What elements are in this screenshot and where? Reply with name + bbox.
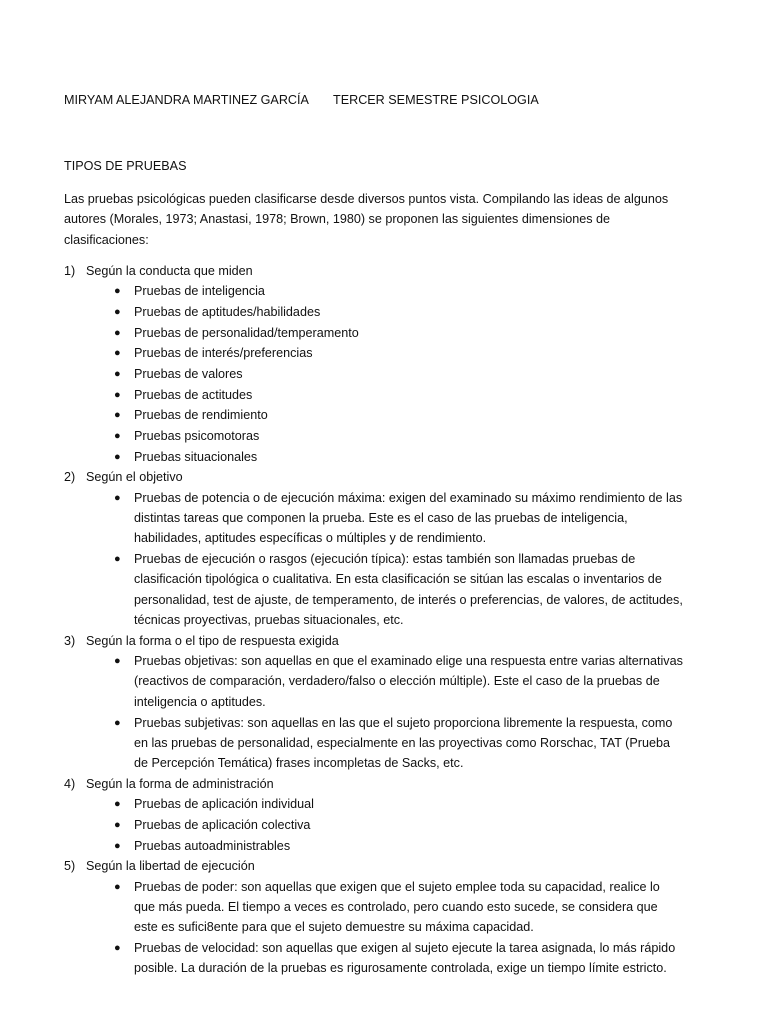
bullet-icon: ● [114, 798, 121, 811]
item-text: son aquellas en las que el sujeto proporciona libremente la respuesta, como en las pruebas de personalidad, especialmente en las proyectivas como Rorschac, TAT (Prueba de Percepción Temática) frases incompletas de Sacks, etc. [134, 715, 673, 771]
item-lead: Pruebas de ejecución o rasgos (ejecución típica): [134, 552, 410, 567]
list-item [64, 549, 684, 630]
section-heading-text: Según la forma o el tipo de respuesta exigida [86, 633, 339, 648]
item-text: Pruebas situacionales [134, 449, 258, 464]
item-text: Pruebas de velocidad: son aquellas que exigen al sujeto ejecute la tarea asignada, lo más rápido posible. La duración de la pruebas es rigurosamente controlada, exige un tiempo límite estricto. [134, 940, 676, 976]
classification-list [64, 261, 684, 979]
item-text: estas también son llamadas pruebas de clasificación tipológica o cualitativa. En esta clasificación se sitúan las escalas o inventarios de personalidad, test de ajuste, de temperamento, de interés o preferencias, de valores, de actitudes, técnicas proyectivas, pruebas situacionales, etc. [134, 552, 683, 628]
list-item [64, 343, 684, 363]
item-lead: Pruebas objetivas: [134, 654, 238, 669]
section-number: 1) [64, 264, 76, 278]
section-heading [64, 261, 684, 281]
bullet-icon: ● [114, 880, 121, 893]
section-heading-text: Según la conducta que miden [86, 264, 253, 278]
bullet-list [64, 281, 684, 467]
section-number: 3) [64, 633, 76, 648]
list-item [64, 815, 684, 835]
document-header [64, 90, 714, 110]
bullet-icon: ● [114, 941, 121, 954]
bullet-list [64, 488, 684, 631]
bullet-icon: ● [114, 326, 121, 339]
section-3 [64, 631, 684, 774]
item-lead: Pruebas subjetivas: [134, 715, 244, 730]
section-heading [64, 774, 684, 794]
item-text: exigen del examinado su máximo rendimiento de las distintas tareas que componen la prueba. Este es el caso de las pruebas de inteligencia, habilidades, aptitudes específicas o múltiples y de rendimiento. [134, 490, 683, 546]
bullet-icon: ● [114, 655, 121, 668]
list-item [64, 713, 684, 774]
item-text: Pruebas de aptitudes/habilidades [134, 304, 321, 319]
list-item [64, 281, 684, 301]
bullet-icon: ● [114, 409, 121, 422]
bullet-icon: ● [114, 388, 121, 401]
item-text: Pruebas de actitudes [134, 387, 253, 402]
list-item [64, 323, 684, 343]
section-number: 4) [64, 776, 76, 791]
item-text: Pruebas de interés/preferencias [134, 346, 313, 361]
list-item [64, 651, 684, 712]
section-number: 5) [64, 859, 76, 874]
bullet-icon: ● [114, 553, 121, 566]
bullet-icon: ● [114, 491, 121, 504]
list-item [64, 426, 684, 446]
list-item [64, 488, 684, 549]
list-item [64, 938, 684, 979]
bullet-icon: ● [114, 716, 121, 729]
item-text: Pruebas autoadministrables [134, 838, 291, 853]
list-item [64, 836, 684, 856]
intro-paragraph: Las pruebas psicológicas pueden clasificarse desde diversos puntos vista. Compilando las ideas de algunos autores (Morales, 1973; Anastasi, 1978; Brown, 1980) se proponen las siguientes dimensiones de clasificaciones: [64, 192, 669, 247]
item-text: Pruebas de poder: son aquellas que exigen que el sujeto emplee toda su capacidad, realice lo que más pueda. El tiempo a veces es controlado, pero cuando esto sucede, se considera que este es sufici8ente para que el sujeto demuestre su máxima capacidad. [134, 879, 660, 935]
item-text: Pruebas de aplicación colectiva [134, 817, 311, 832]
bullet-icon: ● [114, 285, 121, 298]
item-text: Pruebas de inteligencia [134, 284, 265, 299]
list-item [64, 364, 684, 384]
section-4 [64, 774, 684, 856]
bullet-icon: ● [114, 839, 121, 852]
list-item [64, 447, 684, 467]
bullet-list [64, 877, 684, 979]
list-item [64, 877, 684, 938]
section-1 [64, 261, 684, 467]
item-text: Pruebas de valores [134, 367, 243, 382]
bullet-icon: ● [114, 450, 121, 463]
section-number: 2) [64, 470, 76, 485]
item-text: Pruebas de rendimiento [134, 408, 268, 423]
section-heading-text: Según la libertad de ejecución [86, 859, 255, 874]
bullet-icon: ● [114, 368, 121, 381]
section-heading [64, 467, 684, 487]
bullet-icon: ● [114, 430, 121, 443]
section-heading [64, 631, 684, 651]
bullet-icon: ● [114, 818, 121, 831]
item-lead: Pruebas de potencia o de ejecución máxima: [134, 490, 386, 505]
list-item [64, 405, 684, 425]
list-item [64, 302, 684, 322]
item-text: Pruebas de aplicación individual [134, 797, 314, 812]
section-heading [64, 856, 684, 876]
list-item [64, 385, 684, 405]
document-title: TIPOS DE PRUEBAS [64, 159, 187, 173]
section-heading-text: Según la forma de administración [86, 776, 274, 791]
semester-label: TERCER SEMESTRE PSICOLOGIA [333, 93, 539, 107]
section-heading-text: Según el objetivo [86, 470, 183, 485]
bullet-list [64, 794, 684, 856]
section-5 [64, 856, 684, 978]
item-text: Pruebas psicomotoras [134, 429, 260, 444]
bullet-icon: ● [114, 347, 121, 360]
bullet-icon: ● [114, 305, 121, 318]
item-text: son aquellas en que el examinado elige una respuesta entre varias alternativas (reactivos de comparación, verdadero/falso o elección múltiple). Este el caso de la pruebas de inteligencia o aptitudes. [134, 654, 683, 709]
author-name: MIRYAM ALEJANDRA MARTINEZ GARCÍA [64, 93, 309, 107]
list-item [64, 794, 684, 814]
item-text: Pruebas de personalidad/temperamento [134, 325, 359, 340]
bullet-list [64, 651, 684, 773]
section-2 [64, 467, 684, 630]
